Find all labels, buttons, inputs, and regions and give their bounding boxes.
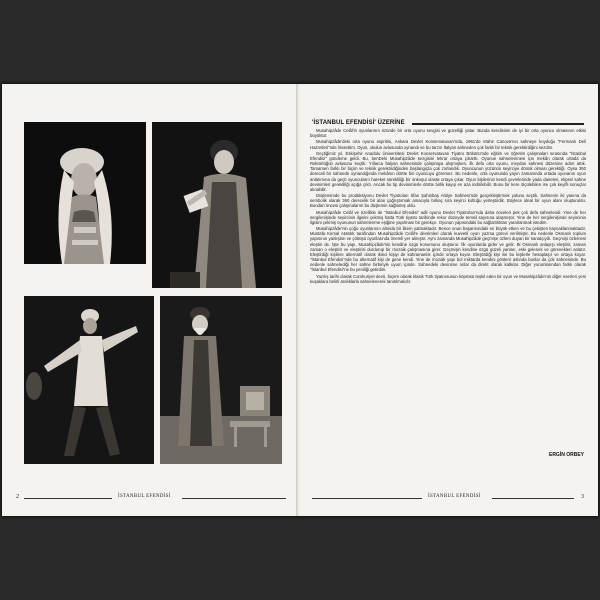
paragraph: Musahipzâde'nin çoğu oyunlarının altında bir ilkem yatmaktadır. Bence onun başarısındaki en büyük etken ve bu çekişten kaynaklanmaktadır. Mustafa Kemal Atatürk tarafından Musahipzâde Celâl'e devrimleri olarak kuvvetli oyun yazma görevi verilmiştir. Bu nedenle Osmanlı toplum yapısının yanlışları ve çöküşü oyunlarında önemli yer almıştır. Aynı zamanda Musahipzâde geçmişe özlem duyan bir sanatçıydı. Geçmişi özlemesi eleştiri de. İşte bu yapı, Musahipzâde'nin kendine özgü konumunu oluşturur. İlk oyunlarda gider ve gelir. Bi Osmanlı anlayışı eleştirir, zaman zaman o eleştirir ve eleştirisi durdurup bir mozaik çalışmasına girer. Geçmişin kendine özgü güzeli yanları, eski gelenek ve görenekleri anlatır. Eleştirdiği kişilere alternatif olarak ikinci kişiyi de kahramanlık içinde ortaya koyar. Eleştirdiği kişi ise bu kişilerle hesaplaşır ve ortaya koyar. "İstanbul Efendisi"nde bu alternatif kişi de gene kendi. Yine de mozaik yapı bol miktarda kendini gösterir aslında bunlar da çok sahnesinde. Bu nedenle sahnelediği her sahne birbiriyle uyum içinde. Sahnedeki devinime onlar da direkt olarak katkılar. Diğer yorumlarından farklı olarak "İstanbul Efendisi"ne bu yeniliği getirdim. [310,226,586,273]
woman-headdress-illustration [24,122,146,264]
paragraph: Yazılış tarihi olarak Cumhuriyet devri, biçem olarak klasik Türk tiyatrosunun köprüsü teşkil eden bir oyun ve Musahipzâde'nin diğer eserleri yeni kuşaklara belirli aralıklarla sahnelenerek tanıtılmalıdır. [310,273,586,284]
article-heading: 'İSTANBUL EFENDİSİ' ÜZERİNE [312,120,405,126]
photo-dancing-man [24,296,154,464]
photo-man-reading-letter [152,122,282,288]
dancing-man-illustration [24,296,154,464]
photo-bearded-man-stage [160,296,282,464]
paragraph: Musahipzâde'deki orta oyunu espritini, Ankara Devlet Konservatuvarı'nda, 1961'de Mahir Canova'nın sahneye koyduğu "Fermanlı Deli Hazretleri"nde hissettim. Oyun, okulun avlusunda oynandı ve bu tarzın İtalyan sahneden çok farklı bir teknik gerektirdiğini sezdim. [310,139,586,150]
footer-rule-left-b [182,498,286,499]
running-title-right: İSTANBUL EFENDİSİ [428,494,481,499]
left-footer [14,494,286,504]
paragraph: Geçtiğimiz yıl, Eskişehir Anadolu Üniversitesi Devlet Konservatuvarı Tiyatro Bölümü'nde eğitim ve öğretim çalışmaları sırasında "İstanbul Efendisi" gündeme geldi. Bu, benDeki Musahipzâde sezgisini tekrar ortaya çıkarttı. Oyunun sahnelenmesi için mekân olarak ortada da Rektörlüğün avlusunu seçtik. Yıllarca İtalyan sahnesinde çalışmaya alışmışken, ilk defa orta oyunu, meydan sahnesi düzenine adım attık. Tamamen farklı bir biçim ve teknik gerektirdiğinden başlangıçta çok zorlandık. Oyuncunun yüzünün seyirciye dönük olması gerektiği. Oysa 360 dereceli bir sahnede oynandığında mekânın dörtte biri oyuncuyu göremez. Bu nedenle, orta oyununda yayın zamanında ortada oyunanın oyun anlatımına da geçti oyuncuların hareket sürekliliği bir önkoşul olarak ortaya çıkar. Oyun kişilerinin kendi çevrelerinde yada daireleri, elipsel sahne devinimleri gerekliliği açığa çıktı. Ancak bu tip devinimlerle dörtte birlik kayıp en aza indirilebilir. Bunu bir kere ölçülebilen ise çok keyifli sonuçlar alınabilir. [310,150,586,192]
photo-woman-headdress [24,122,146,264]
page-number-right: 3 [581,494,584,500]
open-booklet [2,84,598,516]
page-number-left: 2 [16,494,19,500]
right-page [300,84,598,516]
article-body [310,128,586,285]
heading-rule [412,123,584,125]
paragraph: Düşlemimde bu prodüksiyonu Devlet Tiyatroları İrfan Şahinbaş Atölye Sahnesi'nde gerçekleştirmek yolunu seçtik. Sahnenin iki yanına da sembolik olarak 360 derecelik bir alan çağrıştırmak amacıyla birkaç sıra seyirci koltuğu yerleştirdik. Böylece ideal bir oyun alanı oluşturuldu. Bundan öncesi çalışmalarım bu düşlemin sağlamış oldu. [310,193,586,209]
footer-rule-right-a [312,498,422,499]
footer-rule-left-a [24,498,112,499]
paragraph: Musahipzâde Celâl ve özellikle de "İstanbul Efendisi" adlı oyunu Devlet Tiyatroları'nda daha önceleri pek çok defa sahnelendi. Yine de her sergilenişinde seyircinin ilgisini çekmiş hatta Türk tiyatro tarihinde rekor düzeyde temsil sayısına ulaşmıştır. Yine de her sergilenişinde seyircinin ilgisini çekmiş oyununun sahnelenme eşiğine yapılması bir gerekçe. Oyunun yapısındaki bu sağlamlıktan yararlanmak istedim. [310,209,586,225]
bearded-man-illustration [160,296,282,464]
right-footer [312,494,586,504]
article-heading-row [312,120,584,128]
left-page [2,84,298,516]
author-signature: ERGİN ORBEY [548,452,584,458]
footer-rule-right-b [492,498,574,499]
running-title-left: İSTANBUL EFENDİSİ [118,494,171,499]
man-reading-illustration [152,122,282,288]
paragraph: Musahipzâde Celâl'in oyunlarının özünde bir orta oyunu sevgisi ve güzelliği yatar. Bunda kendisinin de iyi bir orta oyuncu olmasının etkisi büyüktür. [310,128,586,139]
